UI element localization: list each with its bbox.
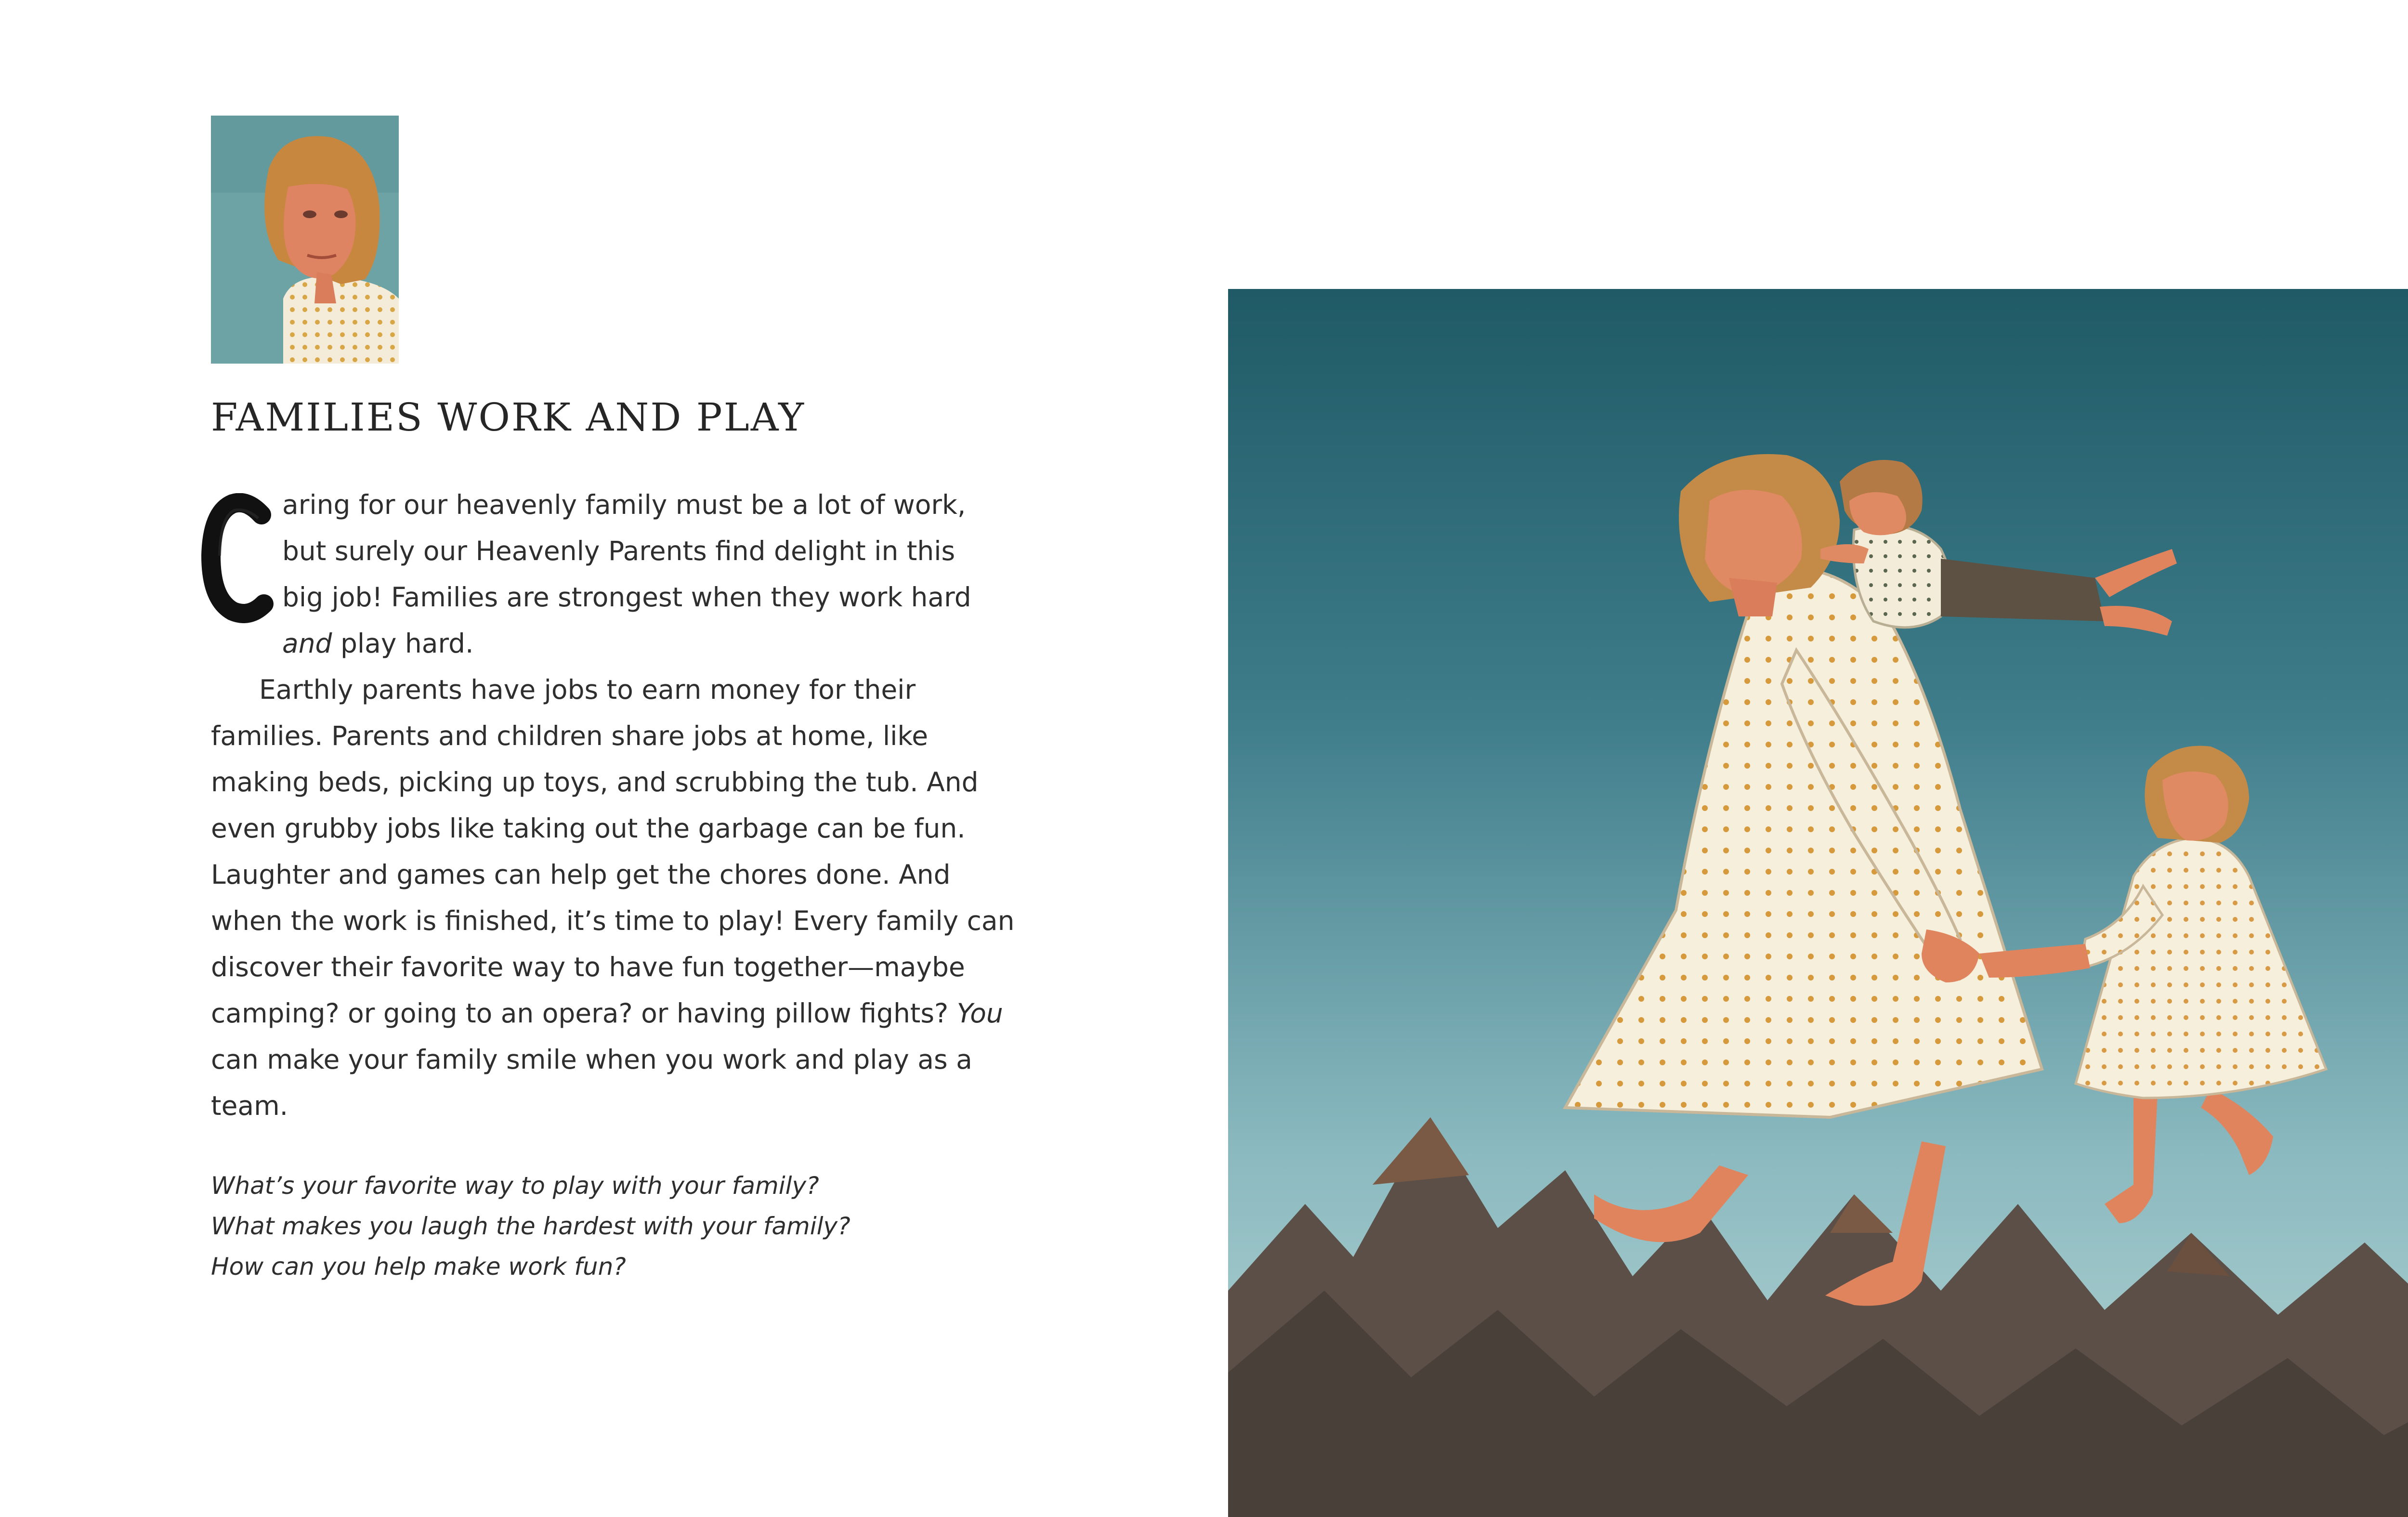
paragraph-2-part-2: can make your family smile when you work and play as a team.: [211, 1044, 972, 1121]
body-text: [211, 482, 1015, 1129]
paragraph-1-line-4: play hard.: [332, 628, 474, 659]
paragraph-2-part-1: Earthly parents have jobs to earn money for their families. Parents and children share jobs at home, like making beds, picking up toys, and scrubbing the tub. And even grubby jobs like taking out the garbage can be fun. Laughter and games can help get the chores done. And when the work is finished, it’s time to play! Every family can discover their favorite way to have fun together—maybe camping? or going to an opera? or having pillow fights?: [211, 674, 1015, 1029]
question-1: What’s your favorite way to play with your family?: [211, 1172, 819, 1200]
girl-portrait-illustration: [211, 116, 399, 364]
paragraph-2-emphasis: You: [956, 998, 1003, 1029]
right-page: [1228, 0, 2408, 1517]
paragraph-1-line-3: big job! Families are strongest when they work hard: [282, 582, 971, 613]
discussion-questions: [211, 1165, 851, 1287]
paragraph-2: [211, 667, 1015, 1129]
section-title: FAMILIES WORK AND PLAY: [211, 395, 806, 440]
question-3: How can you help make work fun?: [211, 1253, 626, 1281]
family-walking-illustration: [1228, 289, 2408, 1517]
question-2: What makes you laugh the hardest with your family?: [211, 1212, 851, 1240]
paragraph-1-line-1: aring for our heavenly family must be a lot of work,: [282, 489, 966, 520]
paragraph-1-emphasis: and: [282, 628, 332, 659]
paragraph-1: [211, 482, 1015, 667]
paragraph-1-line-2: but surely our Heavenly Parents find delight in this: [282, 536, 955, 566]
drop-cap-letter: [201, 493, 274, 623]
